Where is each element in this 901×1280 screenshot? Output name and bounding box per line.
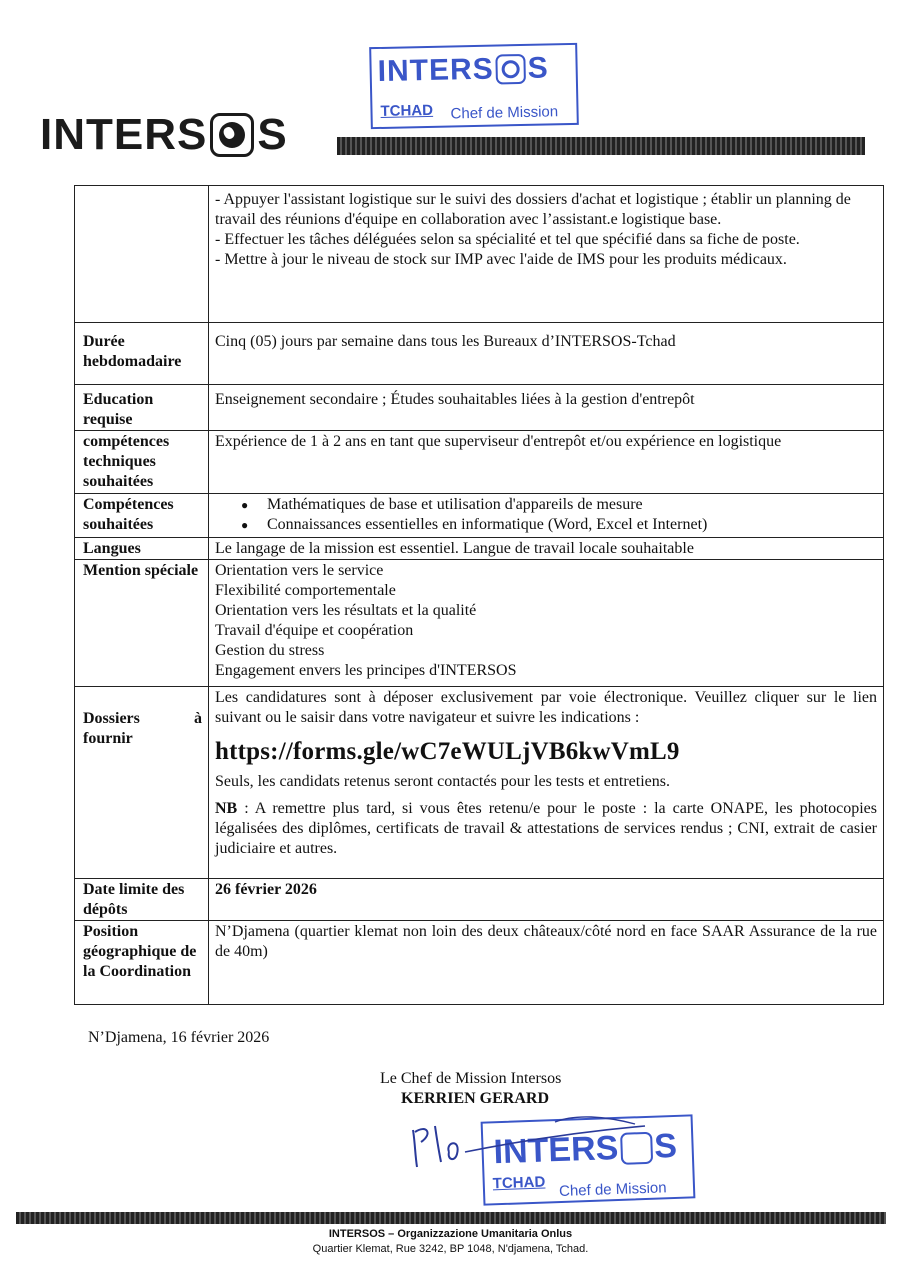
header-bar: [337, 137, 865, 155]
application-link[interactable]: https://forms.gle/wC7eWULjVB6kwVmL9: [215, 738, 680, 765]
intersos-logo: [40, 110, 288, 160]
row-label: Mention spéciale: [75, 560, 209, 687]
table-row: [75, 879, 884, 921]
row-value: Cinq (05) jours par semaine dans tous les Bureaux d’INTERSOS-Tchad: [209, 323, 884, 385]
place-date: N’Djamena, 16 février 2026: [88, 1029, 270, 1046]
row-label-dossiers: [75, 687, 209, 879]
row-label: compétences techniques souhaitées: [75, 431, 209, 494]
list-item: Orientation vers le service: [215, 562, 384, 579]
row-label: Langues: [75, 538, 209, 560]
row-label: Durée hebdomadaire: [75, 323, 209, 385]
nb-paragraph: [215, 799, 877, 859]
row-value: Le langage de la mission est essentiel. Langue de travail locale souhaitable: [209, 538, 884, 560]
nb-label: NB: [215, 800, 238, 817]
list-item: Gestion du stress: [215, 642, 325, 659]
handwritten-signature: [405, 1112, 675, 1172]
footer-organization: INTERSOS – Organizzazione Umanitaria Onlus: [328, 1228, 573, 1240]
row-label: Compétences souhaitées: [75, 494, 209, 538]
row-label: Education requise: [75, 385, 209, 431]
globe-icon: [495, 54, 526, 85]
table-row: [75, 186, 884, 323]
row-value: N’Djamena (quartier klemat non loin des deux châteaux/côté nord en face SAAR Assurance de la rue de 40m): [209, 921, 884, 1005]
stamp-role: Chef de Mission: [450, 103, 559, 123]
stamp-country: TCHAD: [492, 1173, 546, 1193]
row-label: Date limite des dépôts: [75, 879, 209, 921]
table-row: [75, 385, 884, 431]
list-item: ● Mathématiques de base et utilisation d'appareils de mesure: [215, 495, 877, 515]
table-row: [75, 921, 884, 1005]
mention-cell: [209, 560, 884, 687]
stamp-role: Chef de Mission: [558, 1179, 667, 1201]
tasks-cell: [209, 186, 884, 323]
list-item: Travail d'équipe et coopération: [215, 622, 414, 639]
stamp-name-left: INTERS: [377, 52, 495, 89]
list-item: Engagement envers les principes d'INTERSOS: [215, 662, 517, 679]
task-line: - Mettre à jour le niveau de stock sur IMP avec l'aide de IMS pour les produits médicaux.: [215, 251, 787, 268]
dossiers-cell: [209, 687, 884, 879]
empty-label-cell: [75, 186, 209, 323]
stamp-name-right: S: [653, 1126, 678, 1166]
label-part: Dossiers: [83, 710, 140, 727]
job-details-table: [74, 185, 884, 1005]
list-item: Orientation vers les résultats et la qualité: [215, 602, 477, 619]
task-line: - Appuyer l'assistant logistique sur le suivi des dossiers d'achat et logistique ; établir un planning de travail des réunions d'équipe en collaboration avec l’assistant.e logistique base.: [215, 191, 851, 228]
table-row: [75, 687, 884, 879]
row-label: Position géographique de la Coordination: [75, 921, 209, 1005]
stamp-name-right: S: [527, 51, 550, 85]
list-item: Flexibilité comportementale: [215, 582, 396, 599]
globe-icon: [210, 113, 254, 157]
list-item: ● Connaissances essentielles en informatique (Word, Excel et Internet): [215, 515, 877, 535]
signatory-title: Le Chef de Mission Intersos: [380, 1070, 562, 1087]
label-part: à: [194, 710, 202, 727]
table-row: [75, 560, 884, 687]
skills-cell: [209, 494, 884, 538]
deadline-value: 26 février 2026: [209, 879, 884, 921]
dossiers-notice: Seuls, les candidats retenus seront contactés pour les tests et entretiens.: [215, 773, 670, 790]
mission-stamp-top: [369, 43, 579, 129]
task-line: - Effectuer les tâches déléguées selon sa spécialité et tel que spécifié dans sa fiche de poste.: [215, 231, 800, 248]
table-row: [75, 538, 884, 560]
row-value: Expérience de 1 à 2 ans en tant que superviseur d'entrepôt et/ou expérience en logistique: [209, 431, 884, 494]
table-row: [75, 494, 884, 538]
footer-address: Quartier Klemat, Rue 3242, BP 1048, N'djamena, Tchad.: [312, 1243, 589, 1255]
footer-bar: [16, 1212, 886, 1224]
row-value: Enseignement secondaire ; Études souhaitables liées à la gestion d'entrepôt: [209, 385, 884, 431]
table-row: [75, 431, 884, 494]
stamp-country: TCHAD: [380, 101, 434, 120]
logo-text-right: S: [257, 110, 288, 159]
logo-text-left: INTERS: [40, 110, 208, 159]
dossiers-intro: Les candidatures sont à déposer exclusivement par voie électronique. Veuillez cliquer sur le lien suivant ou le saisir dans votre navigateur et suivre les indications :: [215, 689, 877, 726]
stamp-name-left: INTERS: [493, 1128, 619, 1172]
label-part: fournir: [83, 730, 133, 747]
signatory-name: KERRIEN GERARD: [401, 1090, 550, 1107]
table-row: [75, 323, 884, 385]
nb-text: : A remettre plus tard, si vous êtes retenu/e pour le poste : la carte ONAPE, les photocopies légalisées des diplômes, certificats de travail & attestations de services rendus ; CNI, extrait de casier judiciaire et autres.: [215, 800, 877, 857]
